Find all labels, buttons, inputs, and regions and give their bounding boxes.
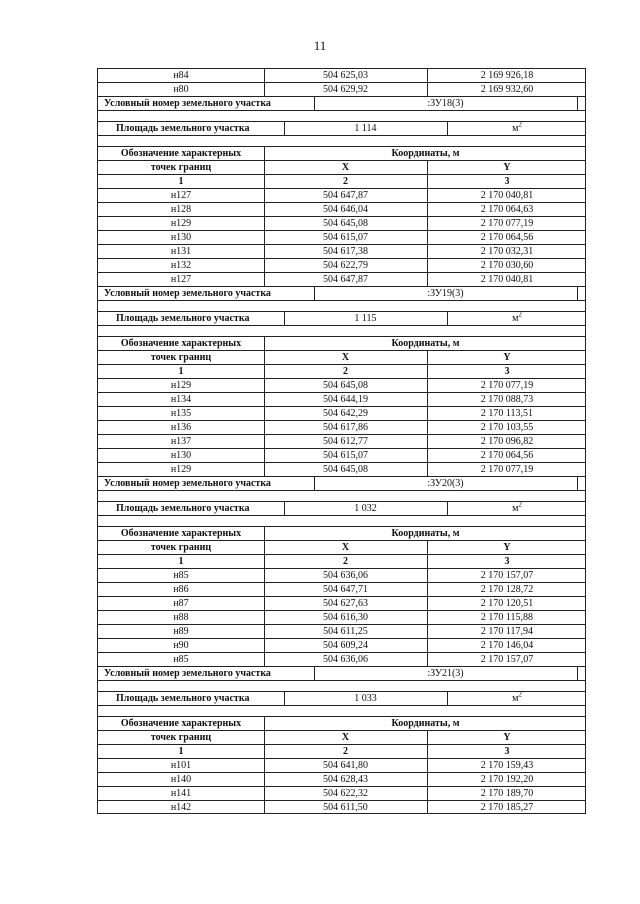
cell-divider [427, 175, 428, 188]
x-header: X [341, 352, 350, 363]
cell-divider [264, 175, 265, 188]
header-row [97, 730, 586, 744]
coord-x: 504 647,87 [323, 190, 368, 201]
coord-y: 2 170 064,63 [480, 204, 534, 215]
cell-divider [447, 122, 448, 135]
area-row [97, 691, 586, 705]
cell-divider [577, 287, 578, 300]
point-id: н87 [173, 598, 189, 609]
coordinates-header: Координаты, м [391, 148, 460, 159]
cell-divider [427, 597, 428, 610]
designation-header: точек границ [150, 542, 212, 553]
coord-x: 504 617,38 [323, 246, 368, 257]
cell-divider [264, 625, 265, 638]
coord-x: 504 636,06 [323, 570, 368, 581]
table-row [97, 758, 586, 772]
area-label: Площадь земельного участка [116, 503, 250, 514]
table-row [97, 378, 586, 392]
column-number: 3 [504, 556, 510, 567]
table-row [97, 216, 586, 230]
cell-divider [284, 312, 285, 325]
coord-x: 504 616,30 [323, 612, 368, 623]
table-row [97, 406, 586, 420]
area-value: 1 032 [354, 503, 377, 514]
cell-divider [314, 477, 315, 490]
cell-divider [427, 161, 428, 174]
cadastral-label: Условный номер земельного участка [104, 478, 271, 489]
cell-divider [264, 273, 265, 286]
table-row [97, 610, 586, 624]
area-value: 1 114 [354, 123, 377, 134]
area-value: 1 115 [354, 313, 377, 324]
coord-x: 504 646,04 [323, 204, 368, 215]
point-id: н129 [170, 380, 192, 391]
coord-x: 504 644,19 [323, 394, 368, 405]
coord-y: 2 170 077,19 [480, 218, 534, 229]
cell-divider [264, 611, 265, 624]
cell-divider [427, 273, 428, 286]
table-row [97, 652, 586, 666]
point-id: н80 [173, 84, 189, 95]
area-unit: $м^2$ [512, 502, 522, 514]
point-id: н88 [173, 612, 189, 623]
point-id: н141 [170, 788, 192, 799]
cell-divider [427, 731, 428, 744]
cell-divider [264, 351, 265, 364]
coord-y: 2 169 926,18 [480, 70, 534, 81]
cell-divider [427, 569, 428, 582]
header-row [97, 716, 586, 730]
coord-x: 504 629,92 [323, 84, 368, 95]
table-row [97, 188, 586, 202]
cell-divider [264, 259, 265, 272]
table-row [97, 230, 586, 244]
coord-y: 2 170 088,73 [480, 394, 534, 405]
column-number: 3 [504, 176, 510, 187]
point-id: н101 [170, 760, 192, 771]
cell-divider [264, 217, 265, 230]
point-id: н134 [170, 394, 192, 405]
coord-y: 2 170 117,94 [480, 626, 534, 637]
point-id: н137 [170, 436, 192, 447]
cadastral-number: :ЗУ21(3) [427, 668, 464, 679]
table-row [97, 420, 586, 434]
cell-divider [284, 692, 285, 705]
cell-divider [264, 773, 265, 786]
cadastral-label: Условный номер земельного участка [104, 288, 271, 299]
point-id: н135 [170, 408, 192, 419]
cell-divider [427, 773, 428, 786]
column-numbers-row [97, 554, 586, 568]
coord-x: 504 628,43 [323, 774, 368, 785]
designation-header: Обозначение характерных [120, 528, 242, 539]
point-id: н86 [173, 584, 189, 595]
cell-divider [264, 787, 265, 800]
cell-divider [314, 667, 315, 680]
coord-y: 2 170 157,07 [480, 570, 534, 581]
coord-y: 2 170 185,27 [480, 802, 534, 813]
designation-header: Обозначение характерных [120, 148, 242, 159]
cell-divider [427, 449, 428, 462]
table-row [97, 568, 586, 582]
cell-divider [264, 639, 265, 652]
coord-x: 504 647,87 [323, 274, 368, 285]
cell-divider [264, 161, 265, 174]
cell-divider [264, 203, 265, 216]
table-row [97, 800, 586, 814]
cell-divider [284, 122, 285, 135]
cell-divider [264, 449, 265, 462]
coord-x: 504 617,86 [323, 422, 368, 433]
designation-header: точек границ [150, 352, 212, 363]
coord-y: 2 170 096,82 [480, 436, 534, 447]
coord-x: 504 642,29 [323, 408, 368, 419]
spacer-row [97, 680, 586, 691]
table-row [97, 202, 586, 216]
cadastral-number: :ЗУ19(3) [427, 288, 464, 299]
spacer-row [97, 325, 586, 336]
cell-divider [264, 463, 265, 476]
cell-divider [427, 393, 428, 406]
coord-y: 2 170 120,51 [480, 598, 534, 609]
cadastral-number-row [97, 666, 586, 680]
designation-header: Обозначение характерных [120, 718, 242, 729]
coordinates-header: Координаты, м [391, 338, 460, 349]
table-row [97, 434, 586, 448]
point-id: н130 [170, 450, 192, 461]
cell-divider [264, 653, 265, 666]
coord-y: 2 170 115,88 [480, 612, 534, 623]
coordinates-header: Координаты, м [391, 528, 460, 539]
cadastral-label: Условный номер земельного участка [104, 668, 271, 679]
cell-divider [264, 147, 265, 160]
point-id: н84 [173, 70, 189, 81]
cell-divider [577, 667, 578, 680]
column-number: 2 [343, 556, 348, 567]
coord-x: 504 615,07 [323, 232, 368, 243]
area-row [97, 311, 586, 325]
cell-divider [427, 365, 428, 378]
point-id: н128 [170, 204, 192, 215]
y-header: Y [503, 542, 511, 553]
cell-divider [427, 639, 428, 652]
coord-x: 504 609,24 [323, 640, 368, 651]
page-number: 11 [313, 38, 327, 53]
cell-divider [427, 189, 428, 202]
cell-divider [264, 189, 265, 202]
cell-divider [427, 801, 428, 813]
coordinates-header: Координаты, м [391, 718, 460, 729]
coord-x: 504 636,06 [323, 654, 368, 665]
cell-divider [264, 407, 265, 420]
area-value: 1 033 [354, 693, 377, 704]
table-row [97, 772, 586, 786]
cell-divider [264, 569, 265, 582]
column-number: 3 [504, 366, 510, 377]
point-id: н127 [170, 190, 192, 201]
point-id: н130 [170, 232, 192, 243]
area-row [97, 121, 586, 135]
cell-divider [264, 69, 265, 82]
coord-y: 2 170 077,19 [480, 464, 534, 475]
cell-divider [427, 745, 428, 758]
cell-divider [314, 97, 315, 110]
cell-divider [264, 245, 265, 258]
cell-divider [264, 365, 265, 378]
table-row [97, 582, 586, 596]
cell-divider [264, 745, 265, 758]
designation-header: точек границ [150, 732, 212, 743]
cadastral-number: :ЗУ18(3) [427, 98, 464, 109]
point-id: н142 [170, 802, 192, 813]
spacer-row [97, 135, 586, 146]
point-id: н129 [170, 218, 192, 229]
area-unit: $м^2$ [512, 122, 522, 134]
coord-x: 504 645,08 [323, 464, 368, 475]
point-id: н89 [173, 626, 189, 637]
table-row [97, 272, 586, 286]
cadastral-number-row [97, 286, 586, 300]
cell-divider [264, 731, 265, 744]
coordinates-document [97, 68, 586, 814]
table-row [97, 244, 586, 258]
cell-divider [427, 203, 428, 216]
designation-header: Обозначение характерных [120, 338, 242, 349]
cell-divider [264, 801, 265, 813]
coord-y: 2 169 932,60 [480, 84, 534, 95]
coord-x: 504 622,32 [323, 788, 368, 799]
cell-divider [427, 435, 428, 448]
coord-x: 504 625,03 [323, 70, 368, 81]
point-id: н129 [170, 464, 192, 475]
cell-divider [264, 83, 265, 96]
cell-divider [577, 97, 578, 110]
cell-divider [314, 287, 315, 300]
coord-y: 2 170 030,60 [480, 260, 534, 271]
column-numbers-row [97, 744, 586, 758]
coord-y: 2 170 077,19 [480, 380, 534, 391]
cell-divider [264, 421, 265, 434]
cell-divider [447, 692, 448, 705]
cell-divider [427, 379, 428, 392]
spacer-row [97, 705, 586, 716]
cell-divider [284, 502, 285, 515]
column-numbers-row [97, 364, 586, 378]
coord-y: 2 170 032,31 [480, 246, 534, 257]
cell-divider [427, 463, 428, 476]
cell-divider [264, 337, 265, 350]
point-id: н90 [173, 640, 189, 651]
coord-y: 2 170 189,70 [480, 788, 534, 799]
table-row [97, 786, 586, 800]
area-unit: $м^2$ [512, 312, 522, 324]
coord-y: 2 170 128,72 [480, 584, 534, 595]
cadastral-label: Условный номер земельного участка [104, 98, 271, 109]
area-label: Площадь земельного участка [116, 313, 250, 324]
coord-x: 504 645,08 [323, 380, 368, 391]
y-header: Y [503, 352, 511, 363]
table-row [97, 638, 586, 652]
cell-divider [427, 759, 428, 772]
table-row [97, 392, 586, 406]
coord-x: 504 612,77 [323, 436, 368, 447]
column-number: 1 [178, 556, 184, 567]
coord-y: 2 170 103,55 [480, 422, 534, 433]
cell-divider [427, 351, 428, 364]
area-row [97, 501, 586, 515]
cell-divider [427, 611, 428, 624]
cell-divider [264, 541, 265, 554]
spacer-row [97, 490, 586, 501]
cell-divider [264, 379, 265, 392]
column-number: 3 [504, 746, 510, 757]
cell-divider [447, 502, 448, 515]
column-number: 1 [178, 176, 184, 187]
coord-y: 2 170 040,81 [480, 190, 534, 201]
cell-divider [427, 259, 428, 272]
table-row [97, 462, 586, 476]
cell-divider [577, 477, 578, 490]
header-row [97, 146, 586, 160]
coord-y: 2 170 146,04 [480, 640, 534, 651]
point-id: н85 [173, 654, 189, 665]
coord-x: 504 622,79 [323, 260, 368, 271]
point-id: н131 [170, 246, 192, 257]
spacer-row [97, 515, 586, 526]
coord-y: 2 170 064,56 [480, 450, 534, 461]
coord-y: 2 170 040,81 [480, 274, 534, 285]
coord-x: 504 645,08 [323, 218, 368, 229]
cell-divider [427, 541, 428, 554]
table-row [97, 624, 586, 638]
coord-y: 2 170 064,56 [480, 232, 534, 243]
y-header: Y [503, 162, 511, 173]
header-row [97, 350, 586, 364]
column-number: 2 [343, 746, 348, 757]
y-header: Y [503, 732, 511, 743]
cell-divider [427, 583, 428, 596]
x-header: X [341, 542, 350, 553]
designation-header: точек границ [150, 162, 212, 173]
header-row [97, 526, 586, 540]
table-row [97, 258, 586, 272]
spacer-row [97, 300, 586, 311]
cell-divider [264, 527, 265, 540]
cell-divider [427, 69, 428, 82]
column-numbers-row [97, 174, 586, 188]
cell-divider [427, 217, 428, 230]
cell-divider [264, 759, 265, 772]
table-row [97, 596, 586, 610]
cadastral-number-row [97, 96, 586, 110]
coord-x: 504 647,71 [323, 584, 368, 595]
cell-divider [264, 435, 265, 448]
area-label: Площадь земельного участка [116, 123, 250, 134]
cell-divider [264, 597, 265, 610]
table-row [97, 68, 586, 82]
cell-divider [264, 231, 265, 244]
coord-y: 2 170 159,43 [480, 760, 534, 771]
cell-divider [264, 393, 265, 406]
cell-divider [427, 653, 428, 666]
cell-divider [427, 231, 428, 244]
cell-divider [264, 717, 265, 730]
column-number: 2 [343, 366, 348, 377]
point-id: н140 [170, 774, 192, 785]
table-row [97, 82, 586, 96]
cell-divider [427, 625, 428, 638]
point-id: н85 [173, 570, 189, 581]
coord-x: 504 641,80 [323, 760, 368, 771]
cell-divider [427, 421, 428, 434]
cadastral-number-row [97, 476, 586, 490]
header-row [97, 336, 586, 350]
x-header: X [341, 732, 350, 743]
cell-divider [427, 407, 428, 420]
cell-divider [427, 555, 428, 568]
spacer-row [97, 110, 586, 121]
area-unit: $м^2$ [512, 692, 522, 704]
coord-y: 2 170 192,20 [480, 774, 534, 785]
header-row [97, 160, 586, 174]
table-row [97, 448, 586, 462]
cell-divider [447, 312, 448, 325]
cell-divider [264, 583, 265, 596]
column-number: 1 [178, 366, 184, 377]
x-header: X [341, 162, 350, 173]
header-row [97, 540, 586, 554]
column-number: 2 [343, 176, 348, 187]
cell-divider [427, 787, 428, 800]
coord-y: 2 170 113,51 [480, 408, 534, 419]
cell-divider [427, 245, 428, 258]
area-label: Площадь земельного участка [116, 693, 250, 704]
cell-divider [427, 83, 428, 96]
coord-y: 2 170 157,07 [480, 654, 534, 665]
cadastral-number: :ЗУ20(3) [427, 478, 464, 489]
point-id: н136 [170, 422, 192, 433]
point-id: н127 [170, 274, 192, 285]
coord-x: 504 615,07 [323, 450, 368, 461]
point-id: н132 [170, 260, 192, 271]
cell-divider [264, 555, 265, 568]
coord-x: 504 611,50 [323, 802, 368, 813]
column-number: 1 [178, 746, 184, 757]
coord-x: 504 611,25 [323, 626, 368, 637]
coord-x: 504 627,63 [323, 598, 368, 609]
